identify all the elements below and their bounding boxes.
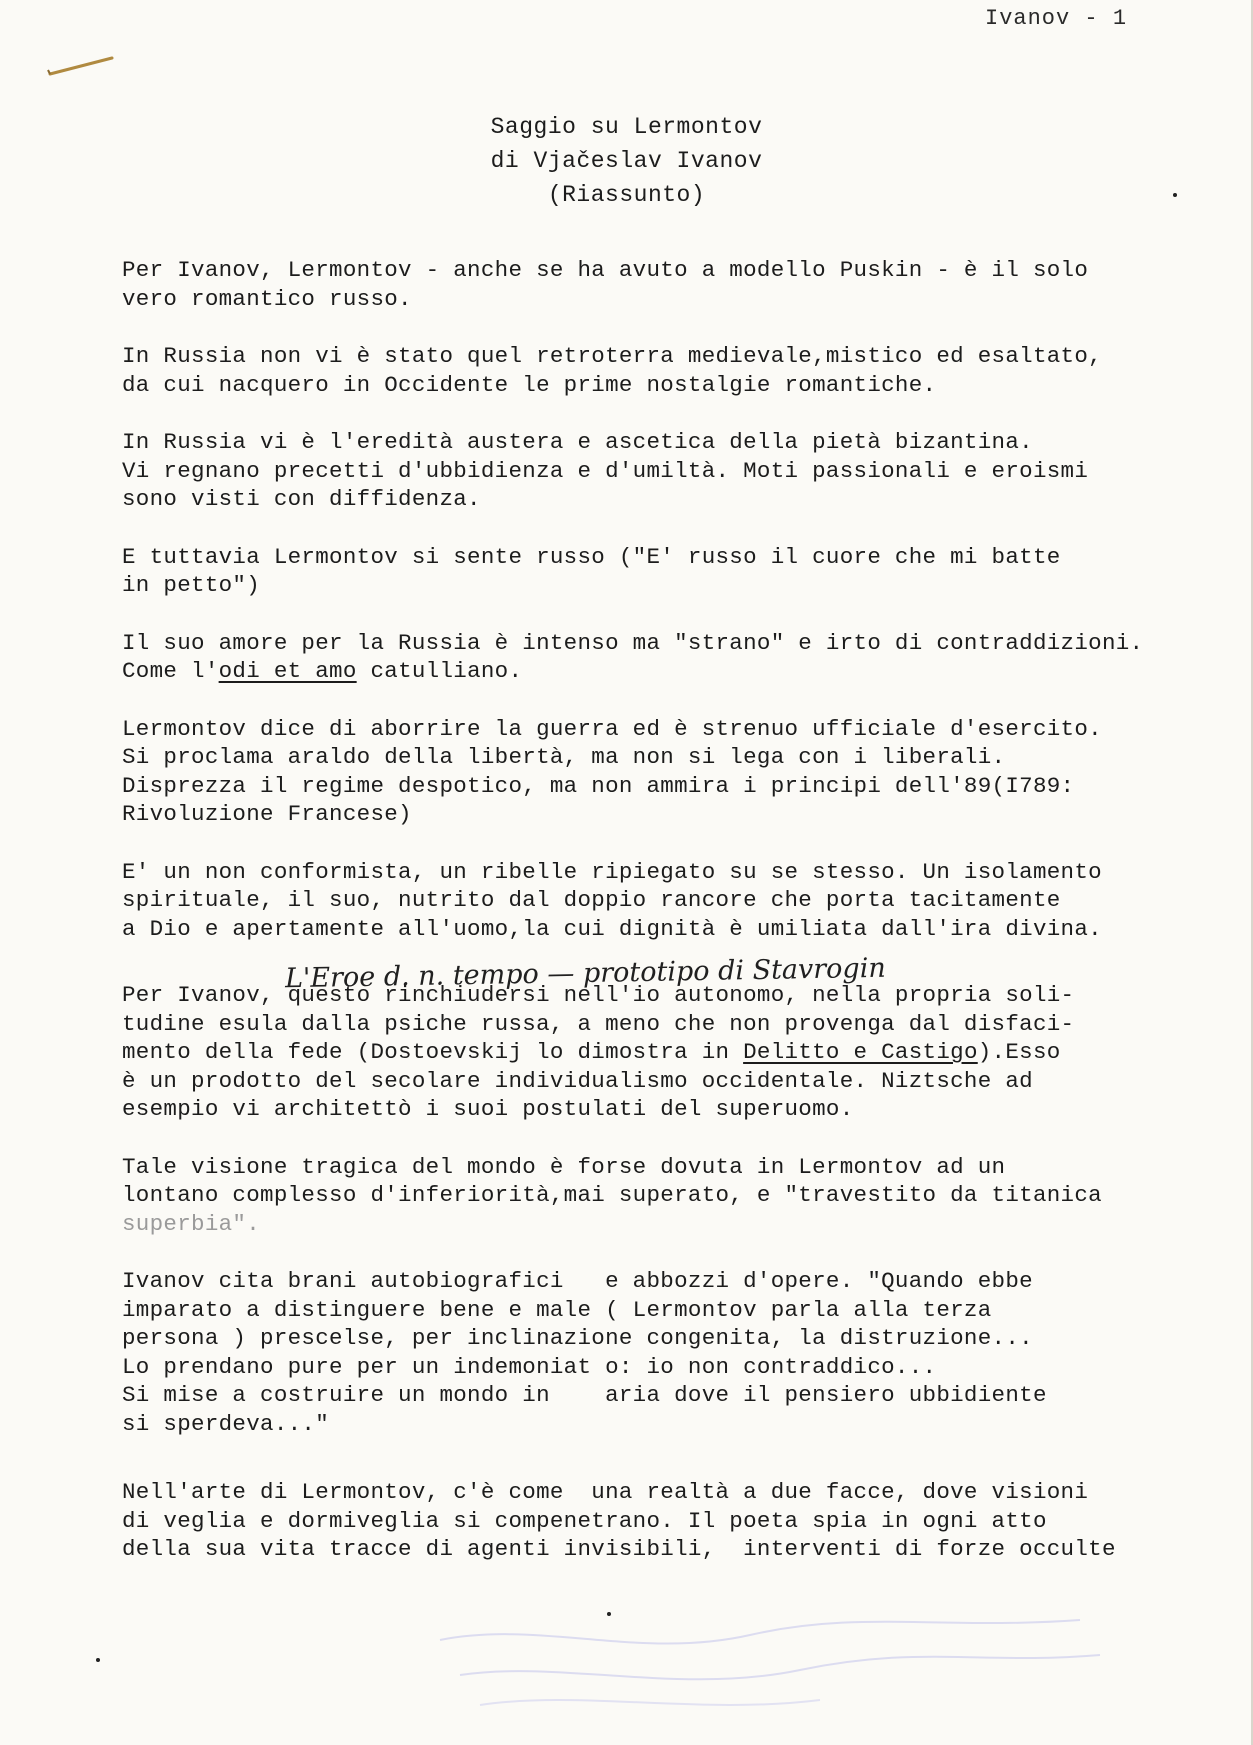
paragraph bbox=[122, 428, 1222, 514]
text-line: Lo prendano pure per un indemoniat o: io non contraddico... bbox=[122, 1353, 937, 1380]
text-line: Ivanov cita brani autobiografici e abbozzi d'opere. "Quando ebbe bbox=[122, 1268, 1033, 1294]
staple-mark bbox=[46, 52, 116, 78]
text-line bbox=[122, 1038, 1222, 1067]
paragraph bbox=[122, 858, 1222, 944]
paragraph bbox=[122, 1153, 1222, 1239]
page-reference: Ivanov - 1 bbox=[985, 6, 1128, 31]
text-line: tudine esula dalla psiche russa, a meno che non provenga dal disfaci- bbox=[122, 1010, 1075, 1037]
title-line: Saggio su Lermontov bbox=[490, 114, 763, 140]
paragraph bbox=[122, 715, 1222, 829]
text-line: Il suo amore per la Russia è intenso ma "strano" e irto di contraddizioni. bbox=[122, 629, 1144, 656]
text-line: superbia". bbox=[122, 1210, 261, 1237]
ink-dot bbox=[607, 1612, 611, 1616]
text-line: E tuttavia Lermontov si sente russo ("E' russo il cuore che mi batte bbox=[122, 543, 1061, 570]
handwritten-annotation: L'Eroe d. n. tempo — prototipo di Stavrogin bbox=[284, 952, 886, 995]
text-line: imparato a distinguere bene e male ( Lermontov parla alla terza bbox=[122, 1296, 992, 1323]
text-line: spirituale, il suo, nutrito dal doppio rancore che porta tacitamente bbox=[122, 887, 1061, 913]
text-line bbox=[122, 657, 1222, 686]
text-line: sono visti con diffidenza. bbox=[122, 486, 481, 512]
underlined-title: Delitto e Castigo bbox=[743, 1039, 978, 1065]
text-line: Lermontov dice di aborrire la guerra ed è strenuo ufficiale d'esercito. bbox=[122, 715, 1102, 742]
text-line: della sua vita tracce di agenti invisibili, interventi di forze occulte bbox=[122, 1536, 1116, 1562]
text-line: Rivoluzione Francese) bbox=[122, 801, 412, 827]
paragraph bbox=[122, 1267, 1222, 1438]
text-line: in petto") bbox=[122, 572, 261, 598]
text-line: persona ) prescelse, per inclinazione congenita, la distruzione... bbox=[122, 1325, 1033, 1351]
text-line: esempio vi architettò i suoi postulati del superuomo. bbox=[122, 1096, 854, 1122]
text-span: catulliano. bbox=[356, 658, 523, 684]
text-span: mento della fede (Dostoevskij lo dimostra in bbox=[122, 1039, 744, 1065]
paragraph bbox=[122, 629, 1222, 686]
text-line: In Russia vi è l'eredità austera e ascetica della pietà bizantina. bbox=[122, 429, 1033, 455]
document-title bbox=[0, 110, 1253, 212]
paragraph bbox=[122, 342, 1222, 399]
text-line: Vi regnano precetti d'ubbidienza e d'umiltà. Moti passionali e eroismi bbox=[122, 457, 1089, 484]
paragraph bbox=[122, 543, 1222, 600]
text-line: è un prodotto del secolare individualismo occidentale. Niztsche ad bbox=[122, 1067, 1033, 1094]
text-line: lontano complesso d'inferiorità,mai superato, e "travestito da titanica bbox=[122, 1182, 1102, 1208]
text-line: si sperdeva..." bbox=[122, 1410, 330, 1437]
text-line: Per Ivanov, Lermontov - anche se ha avuto a modello Puskin - è il solo bbox=[122, 257, 1089, 283]
text-line: Nell'arte di Lermontov, c'è come una realtà a due facce, dove visioni bbox=[122, 1479, 1089, 1505]
text-line: In Russia non vi è stato quel retroterra medievale,mistico ed esaltato, bbox=[122, 343, 1102, 369]
ink-dot bbox=[1173, 193, 1177, 197]
paragraph bbox=[122, 1478, 1222, 1564]
ink-dot bbox=[96, 1658, 100, 1662]
text-line: vero romantico russo. bbox=[122, 285, 412, 312]
subtitle-summary: (Riassunto) bbox=[547, 182, 706, 208]
text-line: di veglia e dormiveglia si compenetrano. Il poeta spia in ogni atto bbox=[122, 1507, 1047, 1534]
text-line: Disprezza il regime despotico, ma non ammira i principi dell'89(I789: bbox=[122, 772, 1075, 799]
text-line: Si mise a costruire un mondo in aria dove il pensiero ubbidiente bbox=[122, 1382, 1047, 1408]
paragraph bbox=[122, 981, 1222, 1124]
text-line: Si proclama araldo della libertà, ma non si lega con i liberali. bbox=[122, 744, 1006, 770]
text-line: E' un non conformista, un ribelle ripiegato su se stesso. Un isolamento bbox=[122, 858, 1102, 885]
text-line: Tale visione tragica del mondo è forse dovuta in Lermontov ad un bbox=[122, 1153, 1006, 1180]
text-line: a Dio e apertamente all'uomo,la cui dignità è umiliata dall'ira divina. bbox=[122, 915, 1102, 942]
paragraph bbox=[122, 256, 1222, 313]
text-span: ).Esso bbox=[977, 1039, 1061, 1065]
document-body bbox=[122, 256, 1222, 1593]
text-line: Per Ivanov, questo rinchiudersi nell'io autonomo, nella propria soli- bbox=[122, 982, 1075, 1008]
faint-bleedthrough-scribble bbox=[420, 1600, 1120, 1720]
text-line: da cui nacquero in Occidente le prime nostalgie romantiche. bbox=[122, 371, 937, 398]
text-span: Come l' bbox=[122, 658, 219, 684]
subtitle-author: di Vjačeslav Ivanov bbox=[490, 148, 763, 174]
underlined-quote: odi et amo bbox=[218, 658, 357, 684]
